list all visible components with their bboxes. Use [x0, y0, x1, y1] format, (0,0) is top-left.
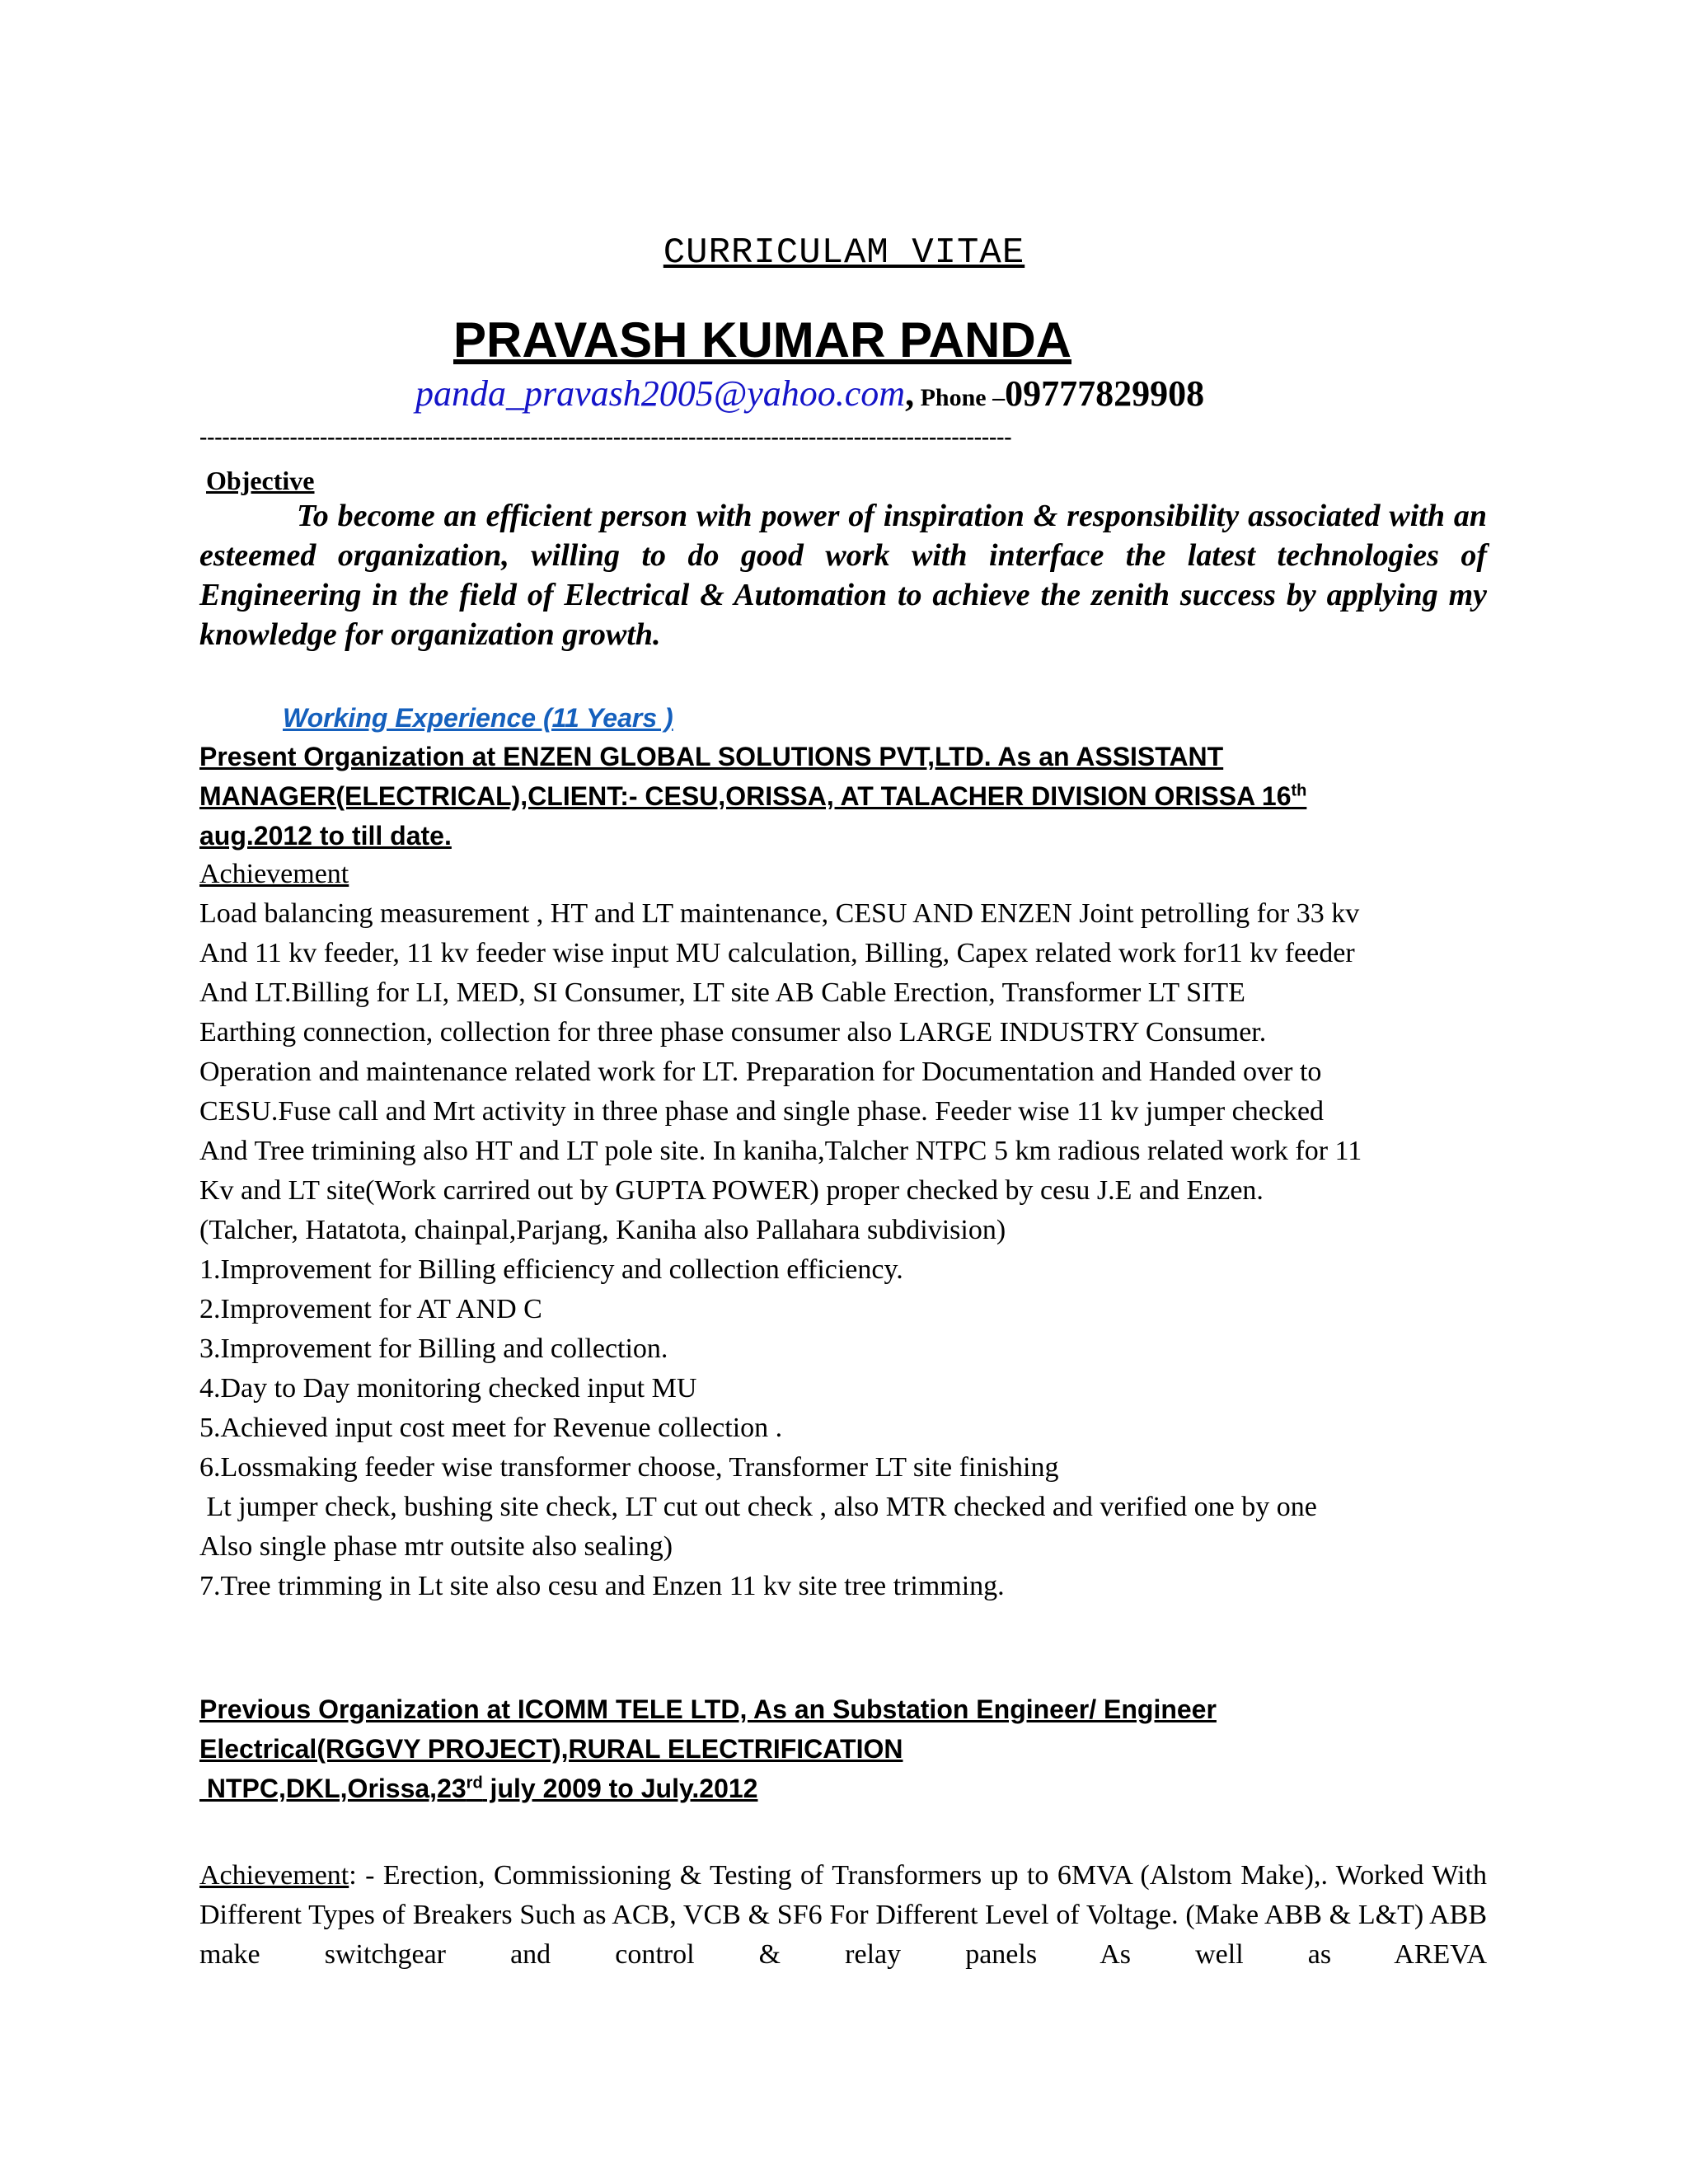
previous-org-line-3-a: NTPC,DKL,Orissa,23	[199, 1774, 467, 1803]
present-org-line-1: Present Organization at ENZEN GLOBAL SOLUTIONS PVT,LTD. As an ASSISTANT	[199, 742, 1224, 771]
previous-achievement-paragraph	[199, 1856, 1487, 1975]
achievement-line: Lt jumper check, bushing site check, LT cut out check , also MTR checked and verified one by one	[199, 1492, 1317, 1522]
objective-text-block	[199, 496, 1487, 654]
candidate-name: PRAVASH KUMAR PANDA	[453, 312, 1071, 368]
present-org-date-suffix: th	[1291, 781, 1307, 800]
previous-org-line-2: Electrical(RGGVY PROJECT),RURAL ELECTRIFICATION	[199, 1734, 903, 1764]
achievement-line: Also single phase mtr outsite also sealing)	[199, 1531, 673, 1562]
achievement-line: (Talcher, Hatatota, chainpal,Parjang, Kaniha also Pallahara subdivision)	[199, 1215, 1006, 1245]
achievement-line: And Tree trimining also HT and LT pole site. In kaniha,Talcher NTPC 5 km radious related work for 11	[199, 1136, 1362, 1166]
previous-achievement-label: Achievement	[199, 1860, 349, 1891]
achievement-line: 5.Achieved input cost meet for Revenue collection .	[199, 1413, 783, 1443]
objective-text: To become an efficient person with power of inspiration & responsibility associated with an esteemed organization, willing to do good work with interface the latest technologies of Engineering in the field of Electrical & Automation to achieve the zenith success by applying my knowledge for organization growth.	[199, 499, 1487, 652]
achievement-line: 3.Improvement for Billing and collection.	[199, 1333, 668, 1364]
present-org-line-2	[199, 781, 1306, 812]
achievement-line: 4.Day to Day monitoring checked input MU	[199, 1373, 697, 1404]
achievement-line: And LT.Billing for LI, MED, SI Consumer, LT site AB Cable Erection, Transformer LT SITE	[199, 977, 1245, 1008]
contact-comma: ,	[905, 373, 915, 414]
achievement-line: Load balancing measurement , HT and LT maintenance, CESU AND ENZEN Joint petrolling for 33 kv	[199, 898, 1360, 929]
achievement-line: 1.Improvement for Billing efficiency and collection efficiency.	[199, 1254, 903, 1285]
previous-achievement-text: : - Erection, Commissioning & Testing of Transformers up to 6MVA (Alstom Make),. Worked With Different Types of Breakers Such as ACB, VCB & SF6 For Different Level of Voltage. (Make ABB & L&T) ABB make switchgear and control & relay panels As well as AREVA	[199, 1860, 1487, 1970]
present-org-line-2-text: MANAGER(ELECTRICAL),CLIENT:- CESU,ORISSA, AT TALACHER DIVISION ORISSA 16	[199, 781, 1292, 811]
achievement-line: Operation and maintenance related work for LT. Preparation for Documentation and Handed over to	[199, 1057, 1322, 1087]
achievement-line: 2.Improvement for AT AND C	[199, 1294, 542, 1324]
achievement-line: 6.Lossmaking feeder wise transformer choose, Transformer LT site finishing	[199, 1452, 1059, 1483]
present-org-line-3: aug.2012 to till date.	[199, 821, 452, 851]
present-achievement-heading: Achievement	[199, 859, 349, 889]
email-address: panda_pravash2005@yahoo.com	[415, 373, 906, 414]
phone-number: 09777829908	[1005, 373, 1205, 414]
achievement-line: CESU.Fuse call and Mrt activity in three phase and single phase. Feeder wise 11 kv jumper checked	[199, 1096, 1325, 1127]
previous-org-date-suffix: rd	[466, 1774, 483, 1793]
cv-title: CURRICULAM VITAE	[663, 232, 1025, 274]
achievement-line: Earthing connection, collection for three phase consumer also LARGE INDUSTRY Consumer.	[199, 1017, 1267, 1047]
previous-org-line-3-b: july 2009 to July.2012	[482, 1774, 758, 1803]
objective-heading: Objective	[206, 466, 315, 495]
achievement-line: Kv and LT site(Work carrired out by GUPTA POWER) proper checked by cesu J.E and Enzen.	[199, 1175, 1264, 1206]
contact-line	[415, 373, 1204, 415]
phone-label: Phone –	[914, 384, 1006, 411]
achievement-line: And 11 kv feeder, 11 kv feeder wise input MU calculation, Billing, Capex related work for11 kv feeder	[199, 938, 1355, 968]
achievement-line: 7.Tree trimming in Lt site also cesu and Enzen 11 kv site tree trimming.	[199, 1571, 1005, 1601]
header-divider: ------------------------------------------------------------------------------------------------------------	[199, 424, 1012, 450]
work-experience-heading: Working Experience (11 Years )	[283, 703, 673, 733]
previous-org-line-1: Previous Organization at ICOMM TELE LTD, As an Substation Engineer/ Engineer	[199, 1694, 1217, 1724]
previous-org-line-3	[199, 1774, 757, 1804]
